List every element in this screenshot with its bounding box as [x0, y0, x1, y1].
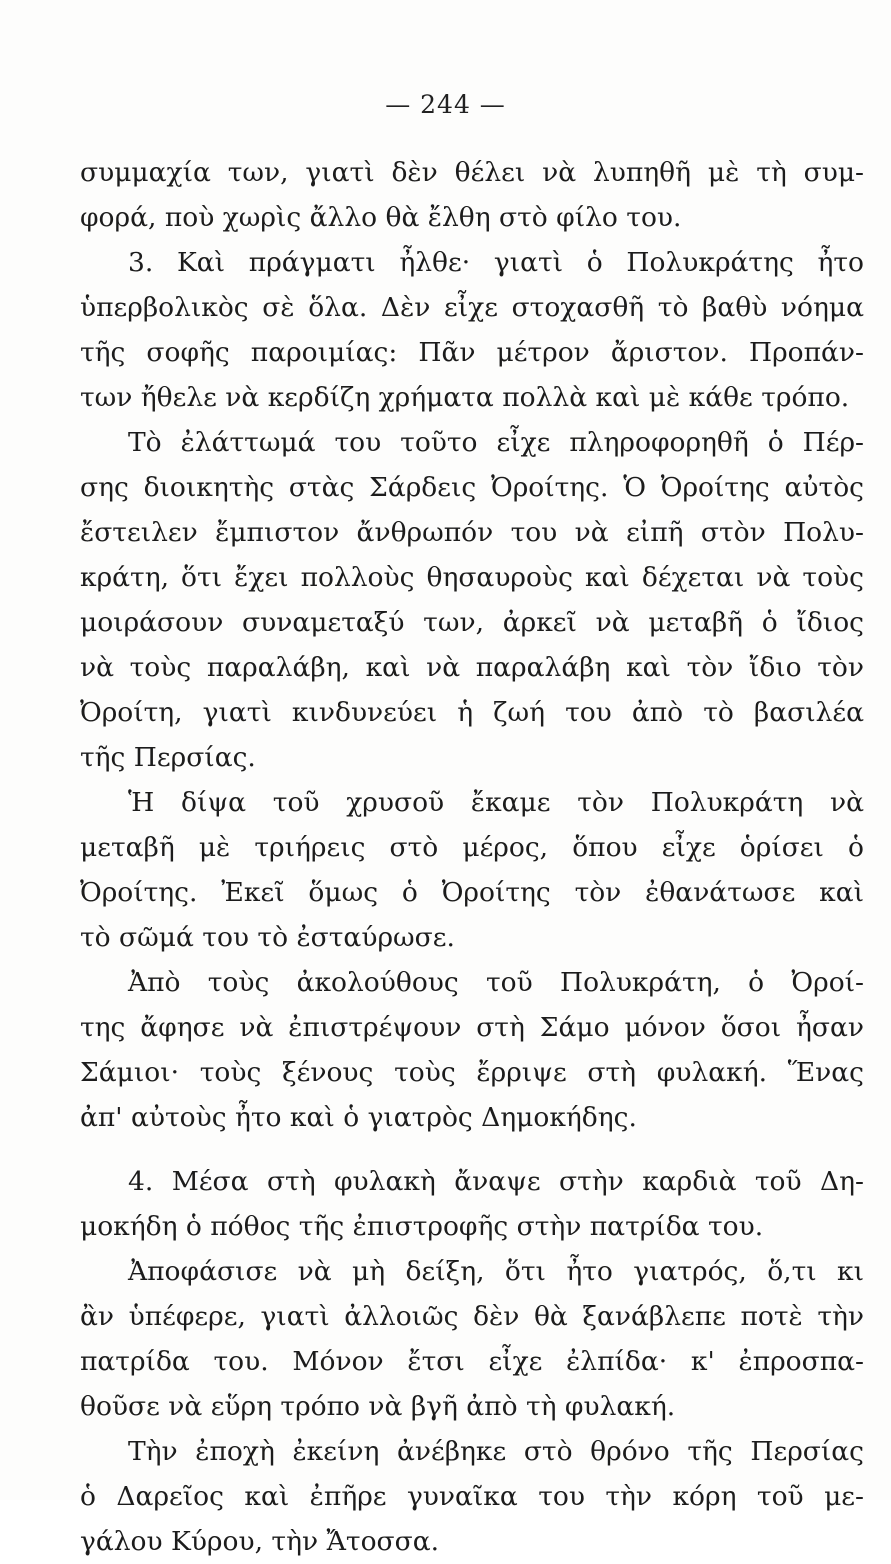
text-line: Σάμιοι· τοὺς ξένους τοὺς ἔρριψε στὴ φυλακή. Ἕνας — [80, 1057, 864, 1088]
text-line: μεταβῆ μὲ τριήρεις στὸ μέρος, ὅπου εἶχε ὁρίσει ὁ — [80, 832, 864, 863]
text-line: κράτη, ὅτι ἔχει πολλοὺς θησαυροὺς καὶ δέχεται νὰ τοὺς — [80, 562, 864, 593]
text-line: θοῦσε νὰ εὕρη τρόπο νὰ βγῆ ἀπὸ τὴ φυλακή. — [80, 1391, 676, 1422]
text-line: Τὴν ἐποχὴ ἐκείνη ἀνέβηκε στὸ θρόνο τῆς Περσίας — [128, 1436, 864, 1467]
text-line: τῆς σοφῆς παροιμίας: Πᾶν μέτρον ἄριστον. Προπάν- — [80, 337, 864, 368]
text-line: Ἀπὸ τοὺς ἀκολούθους τοῦ Πολυκράτη, ὁ Ὀροί- — [128, 967, 864, 998]
text-line: τῆς Περσίας. — [80, 742, 256, 773]
text-line: ἂν ὑπέφερε, γιατὶ ἀλλοιῶς δὲν θὰ ξανάβλεπε ποτὲ τὴν — [80, 1301, 864, 1332]
text-line: Ἀποφάσισε νὰ μὴ δείξη, ὅτι ἦτο γιατρός, ὅ,τι κι — [128, 1256, 864, 1287]
text-line: ὑπερβολικὸς σὲ ὅλα. Δὲν εἶχε στοχασθῆ τὸ βαθὺ νόημα — [80, 292, 864, 323]
text-line: 3. Καὶ πράγματι ἦλθε· γιατὶ ὁ Πολυκράτης ἦτο — [128, 247, 864, 278]
text-line: 4. Μέσα στὴ φυλακὴ ἄναψε στὴν καρδιὰ τοῦ Δη- — [128, 1166, 864, 1197]
text-line: Ὀροίτη, γιατὶ κινδυνεύει ἡ ζωή του ἀπὸ τὸ βασιλέα — [80, 697, 864, 728]
text-line: ἔστειλεν ἔμπιστον ἄνθρωπόν του νὰ εἰπῆ στὸν Πολυ- — [80, 517, 864, 548]
text-line: της ἄφησε νὰ ἐπιστρέψουν στὴ Σάμο μόνον ὅσοι ἦσαν — [80, 1012, 864, 1043]
text-line: Ἡ δίψα τοῦ χρυσοῦ ἔκαμε τὸν Πολυκράτη νὰ — [128, 787, 864, 818]
text-line: πατρίδα του. Μόνον ἔτσι εἶχε ἐλπίδα· κ' ἐπροσπα- — [80, 1346, 864, 1377]
page-number: — 244 — — [385, 90, 506, 119]
text-line: των ἤθελε νὰ κερδίζη χρήματα πολλὰ καὶ μὲ κάθε τρόπο. — [80, 382, 850, 413]
text-line: σης διοικητὴς στὰς Σάρδεις Ὀροίτης. Ὁ Ὀροίτης αὐτὸς — [80, 472, 864, 503]
text-line: νὰ τοὺς παραλάβη, καὶ νὰ παραλάβη καὶ τὸν ἴδιο τὸν — [80, 652, 864, 683]
text-line: μοκήδη ὁ πόθος τῆς ἐπιστροφῆς στὴν πατρίδα του. — [80, 1211, 764, 1242]
text-line: μοιράσουν συναμεταξύ των, ἀρκεῖ νὰ μεταβῆ ὁ ἴδιος — [80, 607, 864, 638]
section-gap — [80, 1140, 864, 1159]
text-line: γάλου Κύρου, τὴν Ἄτοσσα. — [80, 1526, 440, 1557]
text-line: ὁ Δαρεῖος καὶ ἐπῆρε γυναῖκα του τὴν κόρη τοῦ με- — [80, 1481, 864, 1512]
text-line: συμμαχία των, γιατὶ δὲν θέλει νὰ λυπηθῆ μὲ τὴ συμ- — [80, 157, 864, 188]
text-line: ἀπ' αὐτοὺς ἦτο καὶ ὁ γιατρὸς Δημοκήδης. — [80, 1102, 637, 1133]
text-line: Ὀροίτης. Ἐκεῖ ὅμως ὁ Ὀροίτης τὸν ἐθανάτωσε καὶ — [80, 877, 864, 908]
text-line: τὸ σῶμά του τὸ ἐσταύρωσε. — [80, 922, 455, 953]
text-line: φορά, ποὺ χωρὶς ἄλλο θὰ ἔλθη στὸ φίλο του. — [80, 202, 682, 233]
text-line: Τὸ ἐλάττωμά του τοῦτο εἶχε πληροφορηθῆ ὁ Πέρ- — [128, 427, 864, 458]
page-body — [80, 150, 864, 1564]
